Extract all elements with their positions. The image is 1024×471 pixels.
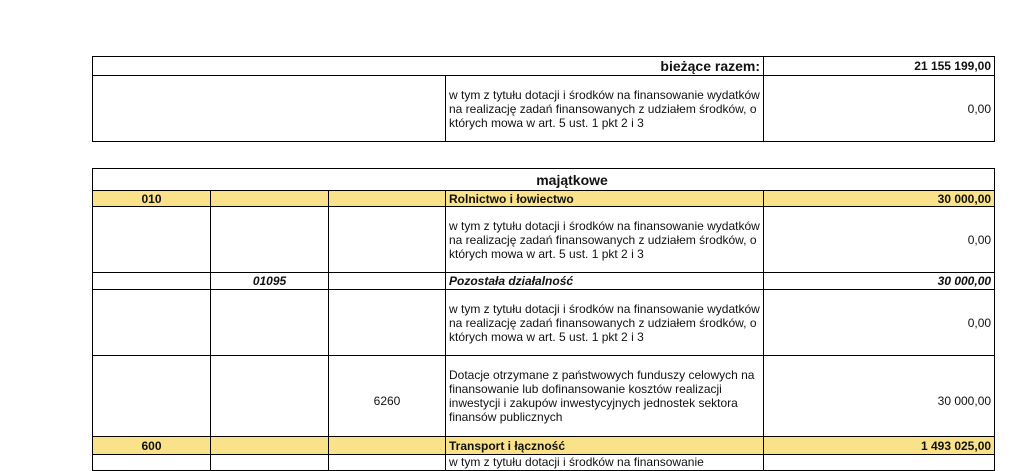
section-header: majątkowe — [93, 169, 995, 191]
rozdzial-cell — [211, 356, 329, 437]
paragraf-cell — [329, 191, 446, 207]
rozdzial-cell — [211, 455, 329, 471]
dzial-cell: 010 — [93, 191, 211, 207]
paragraf-cell: 6260 — [329, 356, 446, 437]
table-row — [93, 191, 995, 207]
table-row — [93, 455, 995, 471]
capital-header-row — [93, 169, 995, 191]
dzial-cell: 600 — [93, 437, 211, 455]
name-cell: Rolnictwo i łowiectwo — [446, 191, 764, 207]
paragraf-cell — [329, 437, 446, 455]
current-total-row — [93, 57, 995, 76]
name-cell: w tym z tytułu dotacji i środków na finansowanie — [446, 455, 764, 471]
dzial-cell — [93, 290, 211, 356]
name-cell: w tym z tytułu dotacji i środków na finansowanie wydatków na realizację zadań finansowanych z udziałem środków, o których mowa w art. 5 ust. 1 pkt 2 i 3 — [446, 290, 764, 356]
paragraf-cell — [329, 290, 446, 356]
capital-table — [92, 168, 995, 471]
table-row — [93, 290, 995, 356]
current-total-value: 21 155 199,00 — [764, 57, 995, 76]
current-subsidy-row — [93, 76, 995, 142]
table-row — [93, 356, 995, 437]
current-subsidy-text: w tym z tytułu dotacji i środków na finansowanie wydatków na realizację zadań finansowanych z udziałem środków, o których mowa w art. 5 ust. 1 pkt 2 i 3 — [446, 76, 764, 142]
table-row — [93, 273, 995, 290]
amount-cell: 0,00 — [764, 290, 995, 356]
current-total-label: bieżące razem: — [93, 57, 764, 76]
paragraf-cell — [329, 273, 446, 290]
amount-cell: 1 493 025,00 — [764, 437, 995, 455]
amount-cell: 0,00 — [764, 207, 995, 273]
name-cell: w tym z tytułu dotacji i środków na finansowanie wydatków na realizację zadań finansowanych z udziałem środków, o których mowa w art. 5 ust. 1 pkt 2 i 3 — [446, 207, 764, 273]
amount-cell: 30 000,00 — [764, 191, 995, 207]
dzial-cell — [93, 455, 211, 471]
table-row — [93, 437, 995, 455]
rozdzial-cell: 01095 — [211, 273, 329, 290]
paragraf-cell — [329, 455, 446, 471]
rozdzial-cell — [211, 191, 329, 207]
table-row — [93, 207, 995, 273]
amount-cell — [764, 455, 995, 471]
empty-cell — [93, 76, 446, 142]
current-totals-table — [92, 56, 995, 142]
dzial-cell — [93, 356, 211, 437]
paragraf-cell — [329, 207, 446, 273]
rozdzial-cell — [211, 290, 329, 356]
dzial-cell — [93, 207, 211, 273]
dzial-cell — [93, 273, 211, 290]
rozdzial-cell — [211, 207, 329, 273]
amount-cell: 30 000,00 — [764, 273, 995, 290]
name-cell: Transport i łączność — [446, 437, 764, 455]
current-subsidy-value: 0,00 — [764, 76, 995, 142]
name-cell: Dotacje otrzymane z państwowych funduszy celowych na finansowanie lub dofinansowanie kosztów realizacji inwestycji i zakupów inwestycyjnych jednostek sektora finansów publicznych — [446, 356, 764, 437]
amount-cell: 30 000,00 — [764, 356, 995, 437]
name-cell: Pozostała działalność — [446, 273, 764, 290]
rozdzial-cell — [211, 437, 329, 455]
